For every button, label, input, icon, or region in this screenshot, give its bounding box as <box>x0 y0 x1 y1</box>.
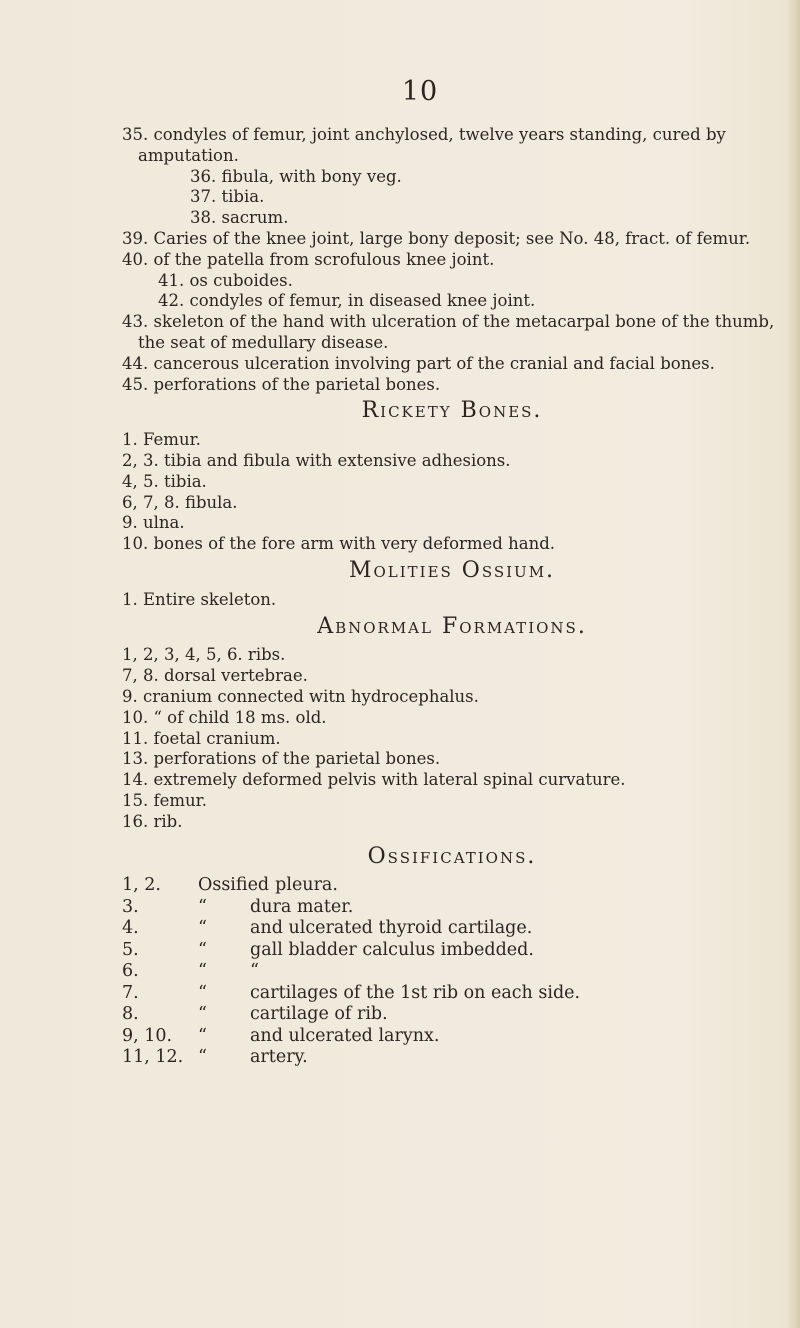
row-text: dura mater. <box>250 896 354 917</box>
table-row <box>122 983 782 1005</box>
section-heading-rickety: Rickety Bones. <box>361 398 543 424</box>
row-text: “ <box>250 961 259 982</box>
ditto-mark: “ <box>198 1047 207 1068</box>
ditto-mark: “ <box>198 1025 207 1046</box>
table-row <box>122 1004 782 1026</box>
table-row <box>122 918 782 940</box>
row-number: 1, 2. <box>122 875 161 896</box>
entry-44: 44. cancerous ulceration involving part of the cranial and facial bones. <box>122 353 715 373</box>
ditto-mark: “ <box>198 939 207 960</box>
row-number: 4. <box>122 918 139 939</box>
row-text: cartilages of the 1st rib on each side. <box>250 982 581 1003</box>
ditto-mark: “ <box>198 961 207 982</box>
list-item: 1. Femur. <box>122 430 201 450</box>
page-number: 10 <box>401 76 439 107</box>
ditto-mark: “ <box>198 1004 207 1025</box>
row-text: artery. <box>250 1047 308 1068</box>
entry-45: 45. perforations of the parietal bones. <box>122 374 441 394</box>
entry-35: 35. condyles of femur, joint anchylosed, twelve years standing, cured by amputation. <box>122 125 726 165</box>
row-number: 11, 12. <box>122 1047 184 1068</box>
table-row <box>122 875 782 897</box>
row-number: 8. <box>122 1004 139 1025</box>
list-item: 7, 8. dorsal vertebrae. <box>122 666 308 686</box>
section-heading-ossifications: Ossifications. <box>367 843 537 869</box>
list-item: 14. extremely deformed pelvis with lateral spinal curvature. <box>122 770 626 790</box>
rickety-entries <box>122 430 782 555</box>
molities-entries <box>122 590 782 611</box>
entry-36: 36. fibula, with bony veg. <box>190 166 402 186</box>
list-item: 11. foetal cranium. <box>122 728 281 748</box>
page-content <box>122 125 782 1069</box>
table-row <box>122 897 782 919</box>
abnormal-entries <box>122 645 782 832</box>
list-item: 6, 7, 8. fibula. <box>122 492 238 512</box>
entry-42: 42. condyles of femur, in diseased knee joint. <box>158 291 536 311</box>
ditto-mark: “ <box>198 918 207 939</box>
list-item: 1. Entire skeleton. <box>122 589 277 609</box>
list-item: 10. “ of child 18 ms. old. <box>122 707 327 727</box>
row-text: cartilage of rib. <box>250 1004 388 1025</box>
ditto-mark: “ <box>198 896 207 917</box>
row-text: pleura. <box>275 875 338 896</box>
ditto-mark: “ <box>198 982 207 1003</box>
row-number: 5. <box>122 939 139 960</box>
entry-41: 41. os cuboides. <box>158 270 293 290</box>
entry-39: 39. Caries of the knee joint, large bony deposit; see No. 48, fract. of femur. <box>122 228 751 248</box>
list-item: 10. bones of the fore arm with very deformed hand. <box>122 534 556 554</box>
section-heading-molities: Molities Ossium. <box>348 557 556 583</box>
entry-40: 40. of the patella from scrofulous knee joint. <box>122 249 495 269</box>
list-item: 13. perforations of the parietal bones. <box>122 749 441 769</box>
list-item: 15. femur. <box>122 790 207 810</box>
row-text: and ulcerated larynx. <box>250 1025 440 1046</box>
table-row <box>122 1047 782 1069</box>
page-edge-shadow <box>786 0 800 1328</box>
list-item: 16. rib. <box>122 811 183 831</box>
row-prefix: Ossified <box>198 875 270 896</box>
list-item: 9. cranium connected witn hydrocephalus. <box>122 686 479 706</box>
list-item: 2, 3. tibia and fibula with extensive adhesions. <box>122 450 511 470</box>
list-item: 9. ulna. <box>122 513 185 533</box>
row-number: 6. <box>122 961 139 982</box>
row-number: 9, 10. <box>122 1025 173 1046</box>
ossification-rows <box>122 875 782 1069</box>
row-number: 3. <box>122 896 139 917</box>
entry-37: 37. tibia. <box>190 187 265 207</box>
table-row <box>122 961 782 983</box>
top-entries <box>122 125 782 395</box>
list-item: 1, 2, 3, 4, 5, 6. ribs. <box>122 645 286 665</box>
table-row <box>122 1026 782 1048</box>
list-item: 4, 5. tibia. <box>122 471 207 491</box>
table-row <box>122 940 782 962</box>
row-text: gall bladder calculus imbedded. <box>250 939 534 960</box>
entry-43: 43. skeleton of the hand with ulceration of the metacarpal bone of the thumb, the seat of medullary disease. <box>122 312 775 352</box>
entry-38: 38. sacrum. <box>190 208 289 228</box>
row-text: and ulcerated thyroid cartilage. <box>250 918 533 939</box>
row-number: 7. <box>122 982 139 1003</box>
section-heading-abnormal: Abnormal Formations. <box>317 613 587 639</box>
